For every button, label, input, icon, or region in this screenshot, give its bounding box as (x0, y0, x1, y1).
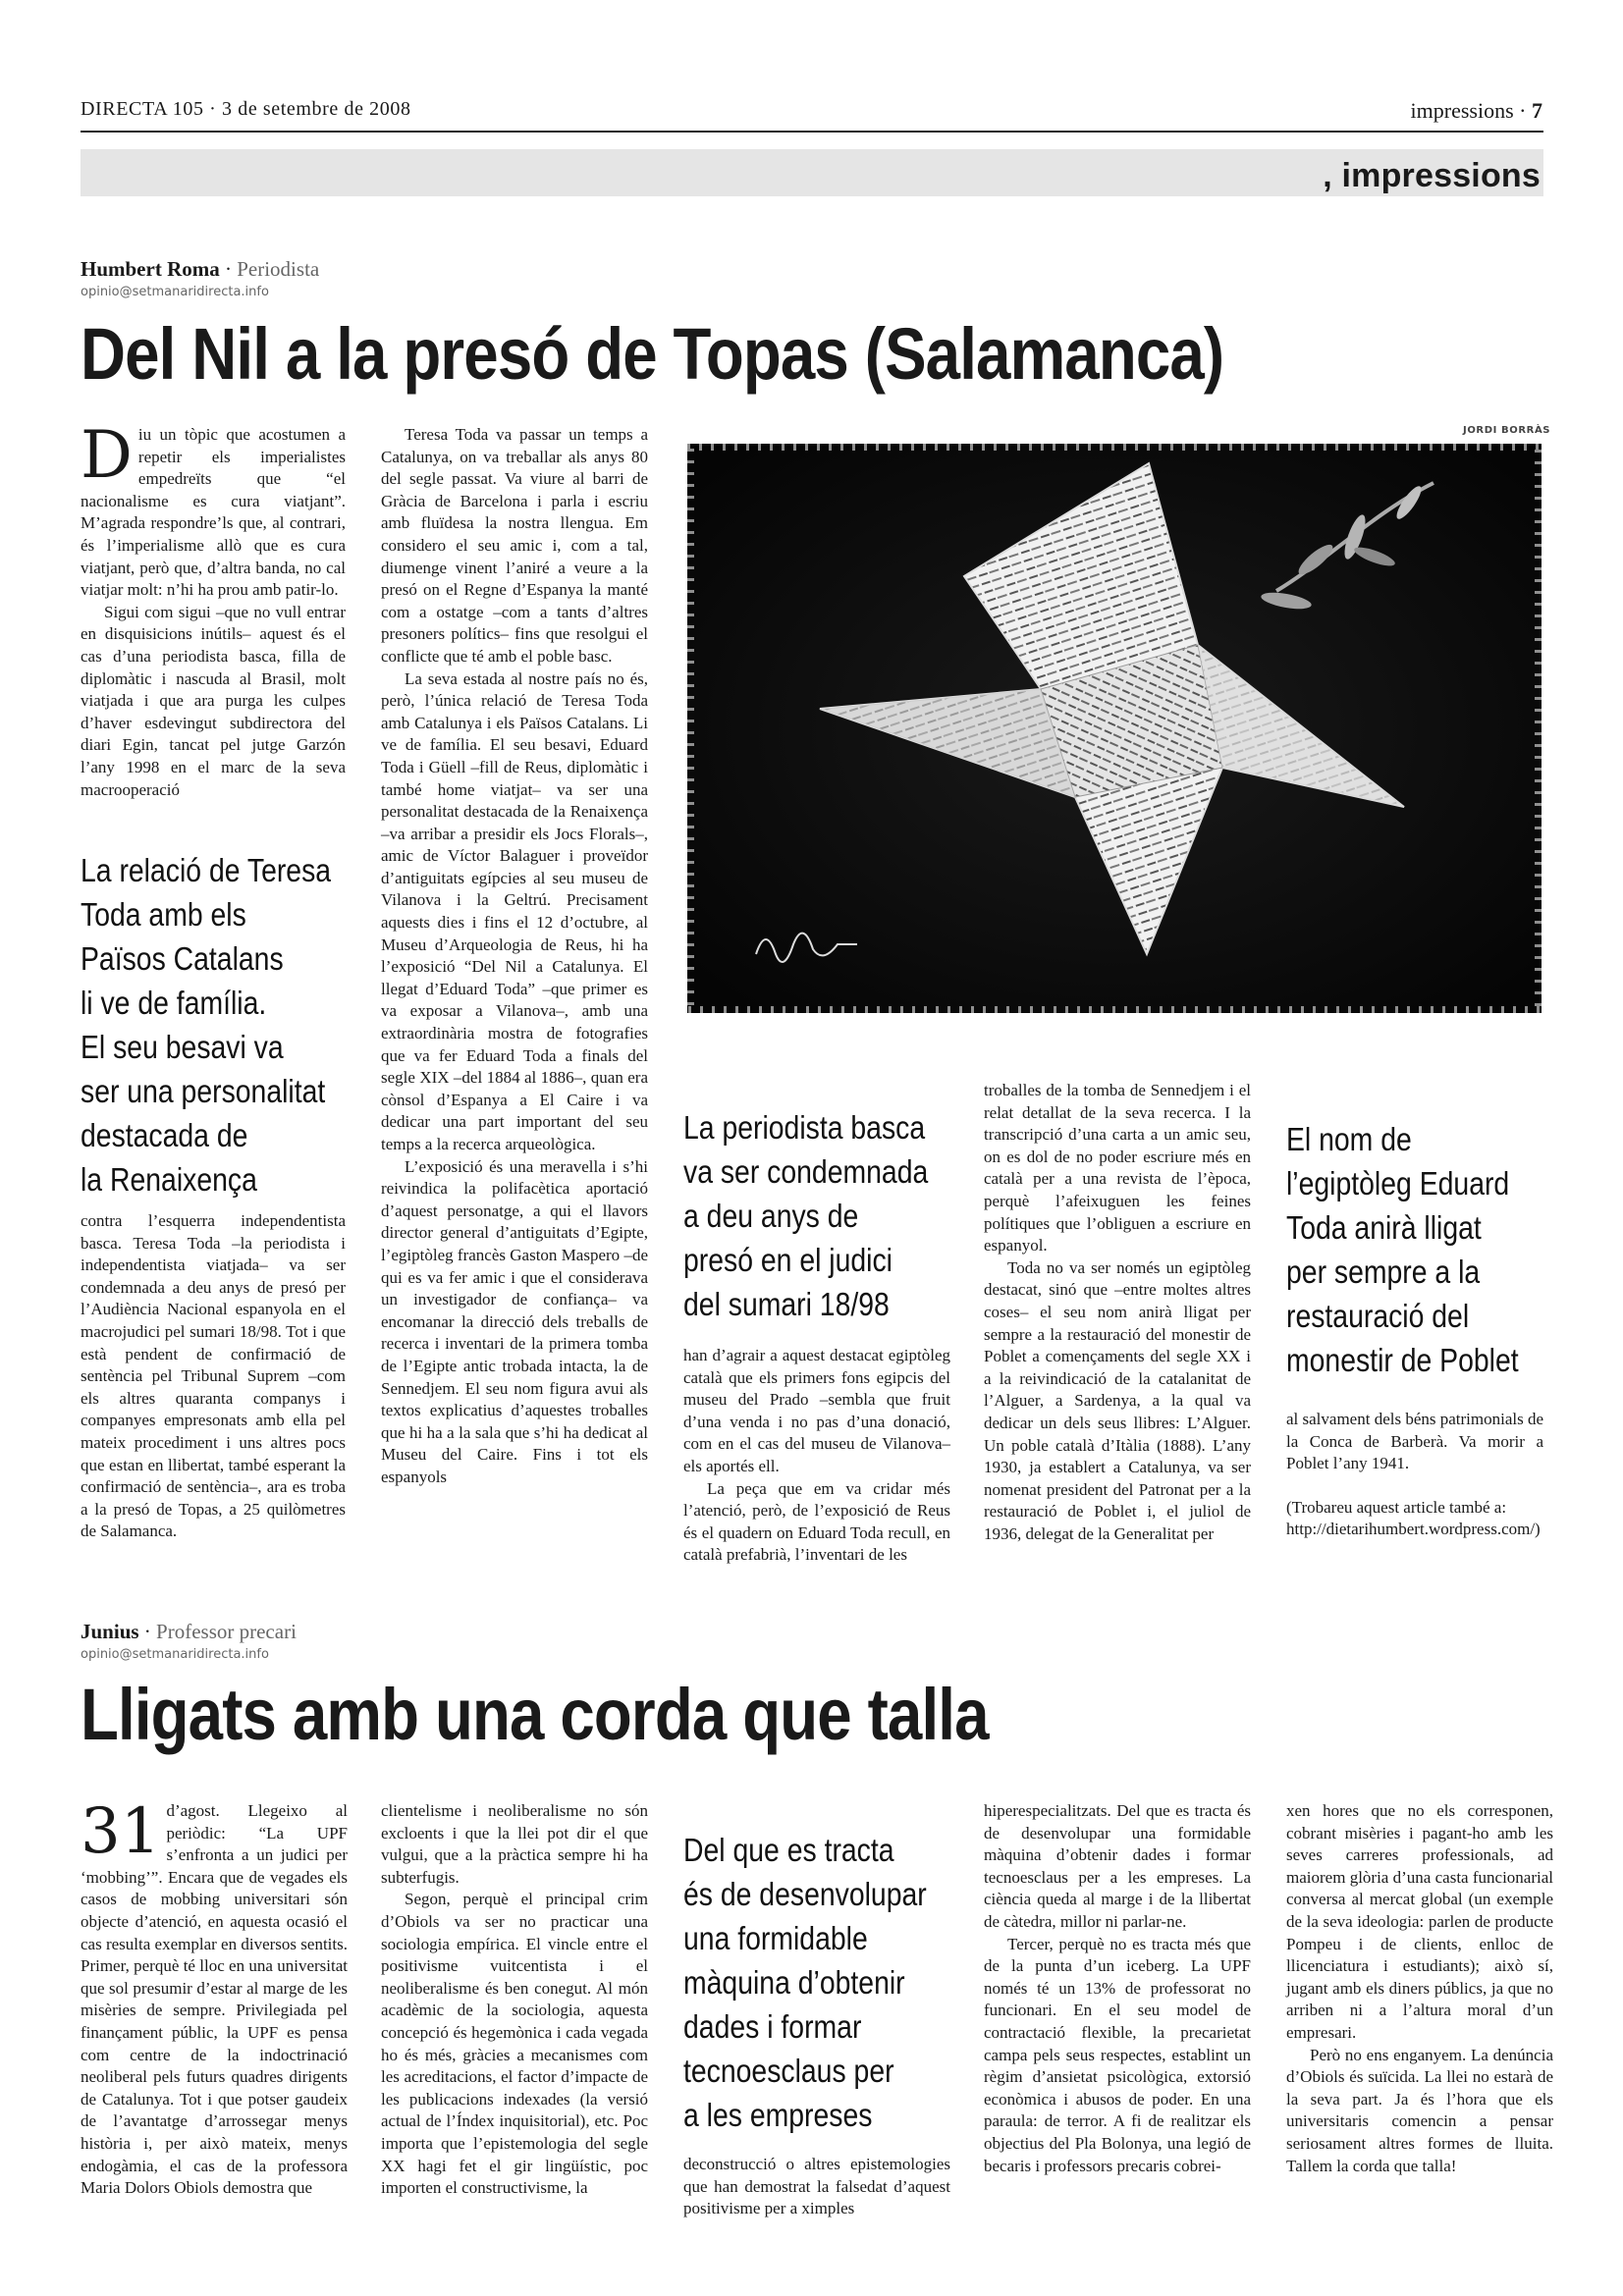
pull-line: Toda amb els (81, 896, 246, 933)
section-name: impressions (1410, 98, 1514, 123)
paragraph: han d’agrair a aquest destacat egiptòleg català que els primers fons egipcis del museu del Prado –sembla que fruit d’una venda i no pas d’una donació, com en el cas del museu de Vilanova– els aportés ell. (683, 1346, 950, 1475)
pull-line: tecnoesclaus per (683, 2053, 894, 2089)
pull-line: és de desenvolupar (683, 1876, 927, 1912)
pull-line: presó en el judici (683, 1242, 893, 1278)
paragraph: L’exposició és una meravella i s’hi reivindica la polifacètica aportació d’aquest personatge, a qui el llavors director general d’antiguitats d’Egipte, l’egiptòleg francès Gaston Maspero –de qui es va fer amic i que el considerava un investigador de confiança– va encomanar la direcció dels treballs de recerca i inventari de la primera tomba de l’Egipte antic trobada intacta, la de Sennedjem. El seu nom figura avui als textos explicatius d’aquestes troballes que hi ha a la sala que s’hi ha dedicat al Museu del Caire. Fins i tot els espanyols (381, 1156, 648, 1486)
paragraph: Toda no va ser només un egiptòleg destacat, sinó que –entre moltes altres coses– el seu nom anirà lligat per sempre a la restauració del monestir de Poblet a començaments del segle XX i a la reivindicació de la catalanitat de l’Alguer, a Sardenya, a la qual va dedicar un dels seus llibres: L’Alguer. Un poble català d’Itàlia (1888). L’any 1930, ja establert a Catalunya, va ser nomenat president del Patronat per a la restauració de Poblet i, el juliol de 1936, delegat de la Generalitat per (984, 1257, 1251, 1543)
pull-line: del sumari 18/98 (683, 1286, 890, 1322)
paragraph: Segon, perquè el principal crim d’Obiols va ser no practicar una sociologia empírica. El vincle entre el positivisme vuitcentista i el neoliberalisme és ben conegut. Al món acadèmic de la sociologia, aquesta concepció és hegemònica i cada vegada ho és més, gràcies a mecanismes com les acreditacions, el factor d’impacte de les publicacions indexades (la versió actual de l’Índex inquisitorial), etc. Poc importa que l’epistemologia del segle XX hagi fet el gir lingüístic, poc importen el constructivisme, la (381, 1890, 648, 2198)
pull-line: l’egiptòleg Eduard (1286, 1165, 1510, 1201)
pull-quote (683, 1105, 962, 1326)
pull-line: Països Catalans (81, 940, 284, 977)
article2-col3 (683, 2154, 950, 2220)
page-number: 7 (1532, 98, 1542, 123)
paragraph: Teresa Toda va passar un temps a Catalunya, on va treballar als anys 80 del segle passat. Va viure al barri de Gràcia de Barcelona i parla i escriu amb fluïdesa la nostra llengua. Em considero el seu amic i, com a tal, diumenge vinent l’aniré a veure a la presó on el Regne d’Espanya la manté com a ostatge –com a tants d’altres presoners polítics– fins que resolgui el conflicte que té amb el poble basc. (381, 425, 648, 666)
article2-col1 (81, 1795, 348, 2200)
paragraph: Tercer, perquè no es tracta més que de la punta d’un iceberg. La UPF només té un 13% de professorat no funcionari. En el seu model de contractació flexible, la precarietat campa pels seus respectes, establint un règim d’ansietat psicològica, extorsió econòmica i abusos de poder. En una paraula: de terror. A fi de realitzar els objectius del Pla Bolonya, una legió de becaris i professors precaris cobrei- (984, 1934, 1251, 2175)
illustration-svg (687, 444, 1542, 1013)
article-note: (Trobareu aquest article també a: http://dietarihumbert.wordpress.com/) (1286, 1497, 1541, 1539)
article1-col2 (381, 424, 648, 1489)
article1-col4 (984, 1080, 1251, 1545)
pull-line: a deu anys de (683, 1198, 859, 1234)
pull-line: restauració del (1286, 1298, 1470, 1334)
article1-byline: Humbert Roma · Periodista (81, 257, 320, 281)
article2-col5 (1286, 1800, 1553, 2177)
section-band-label: , impressions (1323, 157, 1541, 194)
article1-author: Humbert Roma (81, 257, 220, 281)
pull-line: ser una personalitat (81, 1073, 326, 1109)
pull-line: El seu besavi va (81, 1029, 284, 1065)
article1-email: opinio@setmanaridirecta.info (81, 285, 269, 299)
pull-quote (81, 848, 367, 1201)
pull-line: màquina d’obtenir (683, 1964, 905, 2001)
pull-line: dades i formar (683, 2008, 862, 2045)
pull-line: va ser condemnada (683, 1153, 929, 1190)
article1-col1-top (81, 417, 346, 801)
paragraph: troballes de la tomba de Sennedjem i el relat detallat de la seva recerca. I la transcripció d’una carta a un amic seu, on es dol de no poder escriure més en català per a una revista de l’època, perquè l’afeixuguen les feines polítiques que l’obliguen a escriure en espanyol. (984, 1081, 1251, 1255)
paragraph: Sigui com sigui –que no vull entrar en disquisicions inútils– aquest és el cas d’una periodista basca, filla de diplomàtic i nascuda al Brasil, molt viatjada i que ara purga les culpes d’haver esdevingut subdirectora del diari Egin, tancat pel jutge Garzón l’any 1998 en el marc de la seva macrooperació (81, 602, 346, 799)
pull-line: per sempre a la (1286, 1254, 1481, 1290)
header-rule (81, 131, 1543, 133)
pull-line: destacada de (81, 1117, 248, 1153)
article2-email: opinio@setmanaridirecta.info (81, 1647, 269, 1662)
paragraph: clientelisme i neoliberalisme no són excloents i que la llei pot dir el que vulgui, que a la pràctica sempre hi ha subterfugis. (381, 1801, 648, 1887)
pull-line: Del que es tracta (683, 1832, 894, 1868)
article1-col3 (683, 1345, 950, 1567)
drop-cap: D (81, 417, 133, 493)
pull-line: Toda anirà lligat (1286, 1209, 1482, 1246)
article1-col5 (1286, 1409, 1543, 1541)
paragraph: Però no ens enganyem. La denúncia d’Obiols és suïcida. La llei no estarà de la seva part. Ja és l’hora que els universitaris comencin a pensar seriosament altres formes de lluita. Tallem la corda que talla! (1286, 2045, 1553, 2175)
pull-quote (683, 1828, 962, 2137)
article2-title: Lligats amb una corda que talla (81, 1674, 989, 1755)
issue-info: DIRECTA 105 · 3 de setembre de 2008 (81, 98, 411, 120)
paragraph: iu un tòpic que acostumen a repetir els imperialistes empedreïts que “el nacionalisme es cura viatjant”. M’agrada respondre’ls que, al contrari, és l’imperialisme allò que es cura viatjant, però que, d’altra banda, no cal viatjar molt: n’hi ha prou amb patir-lo. (81, 425, 346, 600)
article1-role: Periodista (237, 257, 320, 281)
page-section-number (1411, 98, 1542, 124)
article2-role: Professor precari (156, 1620, 297, 1643)
pull-line: a les empreses (683, 2097, 873, 2133)
paragraph: contra l’esquerra independentista basca. Teresa Toda –la periodista i independentista viatjada– va ser condemnada a deu anys de presó per l’Audiència Nacional espanyola en el macrojudici pel sumari 18/98. Tot i que està pendent de confirmació de sentència pel Tribunal Suprem –com els altres quaranta companys i companyes empresonats amb ella pel mateix procediment i uns altres pocs que estan en llibertat, també esperant la confirmació de sentència–, ara es troba a la presó de Topas, a 25 quilòmetres de Salamanca. (81, 1211, 346, 1541)
separator: · (1519, 98, 1527, 123)
paragraph: xen hores que no els corresponen, cobrant misèries i pagant-ho amb les seves carreres professionals, ad maiorem glòria d’una casta funcionarial conversa al mercat global (un exemple de la seva ideologia: parlen de producte Pompeu i de clients, enlloc de llicenciatura i estudiants); això sí, jugant amb els diners públics, ja que no arriben ni a l’altura moral d’un empresari. (1286, 1801, 1553, 2042)
drop-cap: 31 (81, 1795, 161, 1868)
paragraph: al salvament dels béns patrimonials de la Conca de Barberà. Va morir a Poblet l’any 1941. (1286, 1410, 1544, 1473)
paragraph: hiperespecialitzats. Del que es tracta és de desenvolupar una formidable màquina d’obtenir dades i formar tecnoesclaus per a les empreses. La ciència queda al marge i de la llibertat de càtedra, millor ni parlar-ne. (984, 1801, 1251, 1931)
article2-author: Junius (81, 1620, 139, 1643)
illustration-paper-star (687, 444, 1542, 1013)
paragraph: d’agost. Llegeixo al periòdic: “La UPF s’enfronta a un judici per ‘mobbing’”. Encara que de vegades els casos de mobbing universitari són objecte d’atenció, en aquesta ocasió el cas resulta exemplar en diversos sentits. Primer, perquè té lloc en una universitat que sol presumir d’estar al marge de les misèries de sempre. Privilegiada pel finançament públic, la UPF es pensa com centre de la indoctrinació neoliberal pels futurs quadres dirigents de Catalunya. Tot i que potser gaudeix de l’avantatge d’arrossegar menys història i, per això mateix, menys endogàmia, el cas de la professora Maria Dolors Obiols demostra que (81, 1801, 348, 2198)
pull-line: La relació de Teresa (81, 852, 332, 888)
paragraph: deconstrucció o altres epistemologies que han demostrat la falsedat d’aquest positivisme per a ximples (683, 2155, 950, 2218)
article1-col1-bottom (81, 1210, 346, 1543)
pull-line: El nom de (1286, 1121, 1412, 1157)
pull-quote (1286, 1117, 1540, 1382)
paragraph: La seva estada al nostre país no és, però, l’única relació de Teresa Toda amb Catalunya i els Països Catalans. Li ve de família. El seu besavi, Eduard Toda i Güell –fill de Reus, diplomàtic i també home viatjat– va ser una personalitat destacada de la Renaixença –va arribar a presidir els Jocs Florals–, amic de Víctor Balaguer i proveïdor d’antiguitats egípcies al seu museu de Vilanova i la Geltrú. Precisament aquests dies i fins el 12 d’octubre, al Museu d’Arqueologia de Reus, hi ha l’exposició “Del Nil a Catalunya. El llegat d’Eduard Toda” –que primer es va exposar a Vilanova–, amb una extraordinària mostra de fotografies que va fer Eduard Toda a finals del segle XIX –del 1884 al 1886–, quan era cònsol d’Espanya a El Caire i va dedicar una part important del seu temps a la recerca arqueològica. (381, 668, 648, 1153)
pull-line: monestir de Poblet (1286, 1342, 1519, 1378)
pull-line: La periodista basca (683, 1109, 926, 1146)
article2-col2 (381, 1800, 648, 2200)
paragraph: La peça que em va cridar més l’atenció, però, de l’exposició de Reus és el quadern on Eduard Toda recull, en català prefabrià, l’inventari de les (683, 1478, 950, 1565)
pull-line: una formidable (683, 1920, 868, 1956)
article2-col4 (984, 1800, 1251, 2177)
photo-credit: JORDI BORRÀS (1463, 425, 1551, 436)
pull-line: li ve de família. (81, 985, 267, 1021)
pull-line: la Renaixença (81, 1161, 257, 1198)
article1-title: Del Nil a la presó de Topas (Salamanca) (81, 313, 1224, 395)
article2-byline: Junius · Professor precari (81, 1620, 297, 1643)
